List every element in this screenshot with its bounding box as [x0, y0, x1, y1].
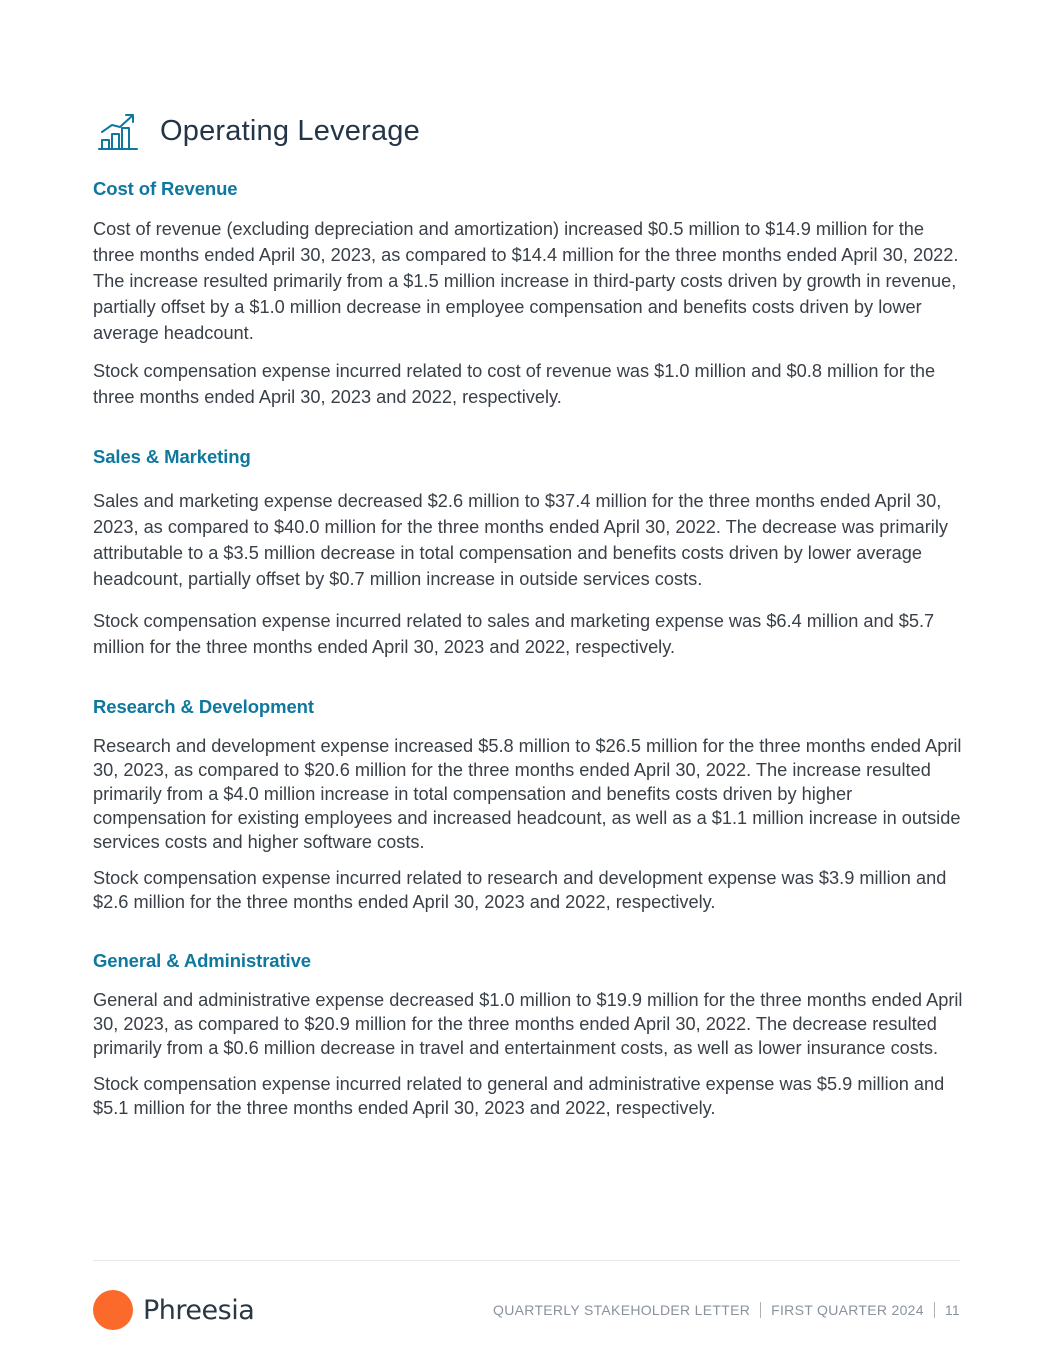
paragraph: Stock compensation expense incurred related to general and administrative expense was $5.9 million and $5.1 million for the three months ended April 30, 2023 and 2022, respectively.	[93, 1074, 945, 1118]
letter-label: QUARTERLY STAKEHOLDER LETTER	[493, 1302, 751, 1318]
logo-mark-icon	[93, 1290, 133, 1330]
section-heading: Sales & Marketing	[93, 446, 251, 467]
section-sales-marketing	[93, 446, 963, 660]
footer-separator	[934, 1302, 935, 1318]
paragraph: Cost of revenue (excluding depreciation and amortization) increased $0.5 million to $14.9 million for the three months ended April 30, 2023, as compared to $14.4 million for the three months ended April 30, 2022. The increase resulted primarily from a $1.5 million increase in third-party costs driven by growth in revenue, partially offset by a $1.0 million decrease in employee compensation and benefits costs driven by lower average headcount.	[93, 219, 959, 343]
logo-wordmark: Phreesia	[143, 1294, 255, 1326]
paragraph: Stock compensation expense incurred related to sales and marketing expense was $6.4 million and $5.7 million for the three months ended April 30, 2023 and 2022, respectively.	[93, 611, 935, 657]
growth-chart-icon	[96, 110, 140, 154]
phreesia-logo	[93, 1290, 254, 1330]
footer-divider	[93, 1260, 960, 1261]
section-heading: General & Administrative	[93, 950, 311, 971]
section-cost-of-revenue	[93, 178, 963, 410]
section-heading: Cost of Revenue	[93, 178, 238, 199]
section-general-administrative	[93, 950, 963, 1120]
page-number: 11	[944, 1302, 960, 1318]
paragraph: Stock compensation expense incurred related to cost of revenue was $1.0 million and $0.8 million for the three months ended April 30, 2023 and 2022, respectively.	[93, 361, 936, 407]
paragraph: General and administrative expense decreased $1.0 million to $19.9 million for the three months ended April 30, 2023, as compared to $20.9 million for the three months ended April 30, 2022. The decrease resulted primarily from a $0.6 million decrease in travel and entertainment costs, as well as lower insurance costs.	[93, 990, 963, 1058]
footer-separator	[760, 1302, 761, 1318]
page-title: Operating Leverage	[160, 115, 420, 148]
page-header	[96, 96, 420, 168]
footer-meta	[493, 1302, 960, 1318]
section-research-development	[93, 696, 963, 914]
section-heading: Research & Development	[93, 696, 314, 717]
quarter-label: FIRST QUARTER 2024	[771, 1302, 924, 1318]
main-content	[93, 178, 963, 1156]
paragraph: Research and development expense increased $5.8 million to $26.5 million for the three months ended April 30, 2023, as compared to $20.6 million for the three months ended April 30, 2022. The increase resulted primarily from a $4.0 million increase in total compensation and benefits costs driven by higher compensation for existing employees and increased headcount, as well as a $1.1 million increase in outside services costs and higher software costs.	[93, 736, 962, 852]
page-footer	[93, 1290, 960, 1332]
paragraph: Sales and marketing expense decreased $2.6 million to $37.4 million for the three months ended April 30, 2023, as compared to $40.0 million for the three months ended April 30, 2022. The decrease was primarily attributable to a $3.5 million decrease in total compensation and benefits costs driven by lower average headcount, partially offset by $0.7 million increase in outside services costs.	[93, 491, 948, 589]
paragraph: Stock compensation expense incurred related to research and development expense was $3.9 million and $2.6 million for the three months ended April 30, 2023 and 2022, respectively.	[93, 868, 947, 912]
